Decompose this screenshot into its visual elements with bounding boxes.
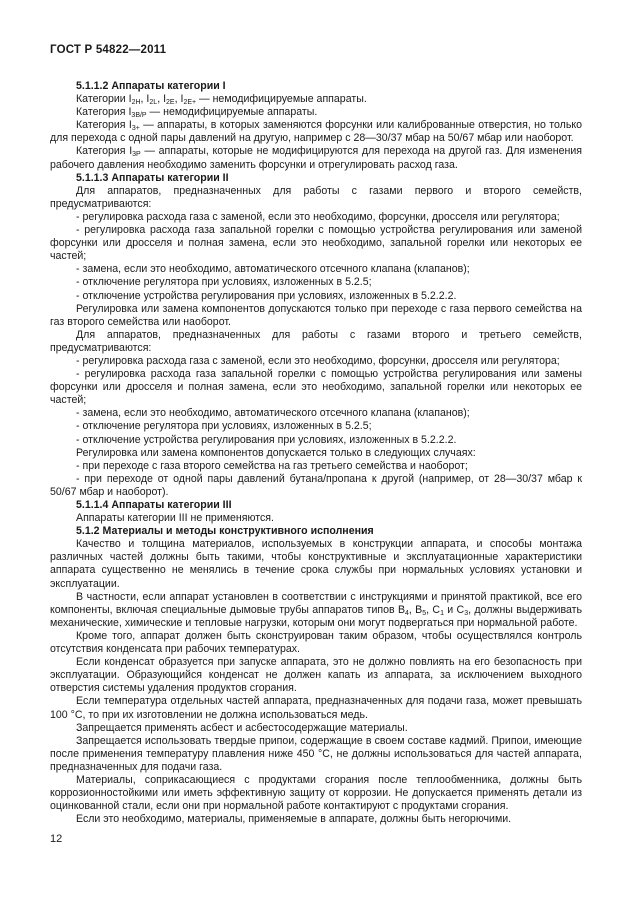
paragraph: Категория $I_{3+}$ — аппараты, в которых заменяются форсунки или калиброванные отверстия, но только для перехода с одной пары давлений на другую, например с 28—30/37 мбар на 50/67 мбар или наоборот. bbox=[50, 119, 582, 145]
section-heading: 5.1.2 Материалы и методы конструктивного исполнения bbox=[76, 525, 374, 538]
section-heading: 5.1.1.4 Аппараты категории III bbox=[76, 499, 232, 511]
paragraph: - отключение регулятора при условиях, изложенных в 5.2.5; bbox=[76, 420, 372, 433]
page-number: 12 bbox=[50, 833, 63, 845]
paragraph: Запрещается использовать твердые припои, содержащие в своем составе кадмий. Припои, имеющие после применения температуру плавления ниже 450 °С, не должны использоваться для частей аппарата, предназначенных для подачи газа. bbox=[50, 734, 582, 773]
paragraph: Запрещается применять асбест и асбестосодержащие материалы. bbox=[76, 721, 408, 734]
paragraph: - регулировка расхода газа с заменой, если это необходимо, форсунки, дросселя или регулятора; bbox=[76, 210, 560, 223]
paragraph: Регулировка или замена компонентов допускается только в следующих случаях: bbox=[76, 446, 476, 459]
paragraph: - отключение регулятора при условиях, изложенных в 5.2.5; bbox=[76, 276, 372, 289]
paragraph: Качество и толщина материалов, используемых в конструкции аппарата, и способы монтажа различных частей должны быть такими, чтобы конструктивные и эксплуатационные характеристики аппарата существенно не менялись в течение срока службы при нормальных условиях установки и эксплуатации. bbox=[50, 538, 582, 590]
paragraph: - регулировка расхода газа с заменой, если это необходимо, форсунки, дросселя или регулятора; bbox=[76, 354, 560, 367]
paragraph: Кроме того, аппарат должен быть сконструирован таким образом, чтобы осуществлялся контроль отсутствия конденсата при рабочих температурах. bbox=[50, 629, 582, 656]
paragraph: Категория $I_{3P}$ — аппараты, которые не модифицируются для перехода на другой газ. Для изменения рабочего давления необходимо заменить форсунки и отрегулировать расход газа. bbox=[50, 145, 582, 171]
paragraph: - регулировка расхода газа запальной горелки с помощью устройства регулирования или заменой форсунки или дросселя и полная замена, если это необходимо, запальной горелки или некоторых ее частей; bbox=[50, 224, 582, 263]
section-heading: 5.1.1.2 Аппараты категории I bbox=[76, 80, 226, 92]
paragraph: В частности, если аппарат установлен в соответствии с инструкциями и принятой практикой, все его компоненты, включая специальные дымовые трубы аппаратов типов $B_4$, $B_5$, $C_1$ и $C_3$, должны выдерживать механические, химические и тепловые нагрузки, которым они могут подвергаться при нормальной работе. bbox=[50, 590, 582, 629]
paragraph: Если конденсат образуется при запуске аппарата, это не должно повлиять на его безопасность при эксплуатации. Образующийся конденсат не должен капать из аппарата, за исключением выходного отверстия системы удаления продуктов сгорания. bbox=[50, 656, 582, 695]
paragraph: - регулировка расхода газа запальной горелки с помощью устройства регулирования или замены форсунки или дросселя и полная замена, если это необходимо, запальной горелки или некоторых ее частей; bbox=[50, 368, 582, 407]
paragraph: - замена, если это необходимо, автоматического отсечного клапана (клапанов); bbox=[76, 263, 470, 276]
paragraph: - отключение устройства регулирования при условиях, изложенных в 5.2.2.2. bbox=[76, 289, 457, 302]
paragraph: Регулировка или замена компонентов допускаются только при переходе с газа первого семейства на газ второго семейства или наоборот. bbox=[50, 302, 582, 328]
paragraph: - отключение устройства регулирования при условиях, изложенных в 5.2.2.2. bbox=[76, 433, 457, 446]
paragraph: Для аппаратов, предназначенных для работы с газами второго и третьего семейств, предусматриваются: bbox=[50, 328, 582, 354]
paragraph: - при переходе от одной пары давлений бутана/пропана к другой (например, от 28—30/37 мбар к 50/67 мбар и наоборот). bbox=[50, 472, 582, 498]
paragraph: Если это необходимо, материалы, применяемые в аппарате, должны быть негорючими. bbox=[76, 813, 512, 826]
paragraph: Материалы, соприкасающиеся с продуктами сгорания после теплообменника, должны быть коррозионностойкими или иметь эффективную защиту от коррозии. Не допускается применять детали из оцинкованной стали, если они при нормальной работе контактируют с продуктами сгорания. bbox=[50, 773, 582, 813]
paragraph: - при переходе с газа второго семейства на газ третьего семейства и наоборот; bbox=[76, 459, 468, 472]
document-body bbox=[50, 80, 582, 826]
paragraph: - замена, если это необходимо, автоматического отсечного клапана (клапанов); bbox=[76, 407, 470, 420]
paragraph: Для аппаратов, предназначенных для работы с газами первого и второго семейств, предусматриваются: bbox=[50, 184, 582, 210]
paragraph: Категории $I_{2H}$, $I_{2L}$, $I_{2E}$, $I_{2E+}$ — немодифицируемые аппараты. bbox=[76, 93, 367, 107]
section-heading: 5.1.1.3 Аппараты категории II bbox=[76, 171, 229, 184]
page-header: ГОСТ Р 54822—2011 bbox=[50, 44, 167, 56]
paragraph: Если температура отдельных частей аппарата, предназначенных для подачи газа, может превышать 100 °С, то при их изготовлении не должна использоваться медь. bbox=[50, 695, 582, 721]
paragraph: Аппараты категории III не применяются. bbox=[76, 512, 274, 525]
paragraph: Категория $I_{3B/P}$ — немодифицируемые аппараты. bbox=[76, 106, 318, 120]
